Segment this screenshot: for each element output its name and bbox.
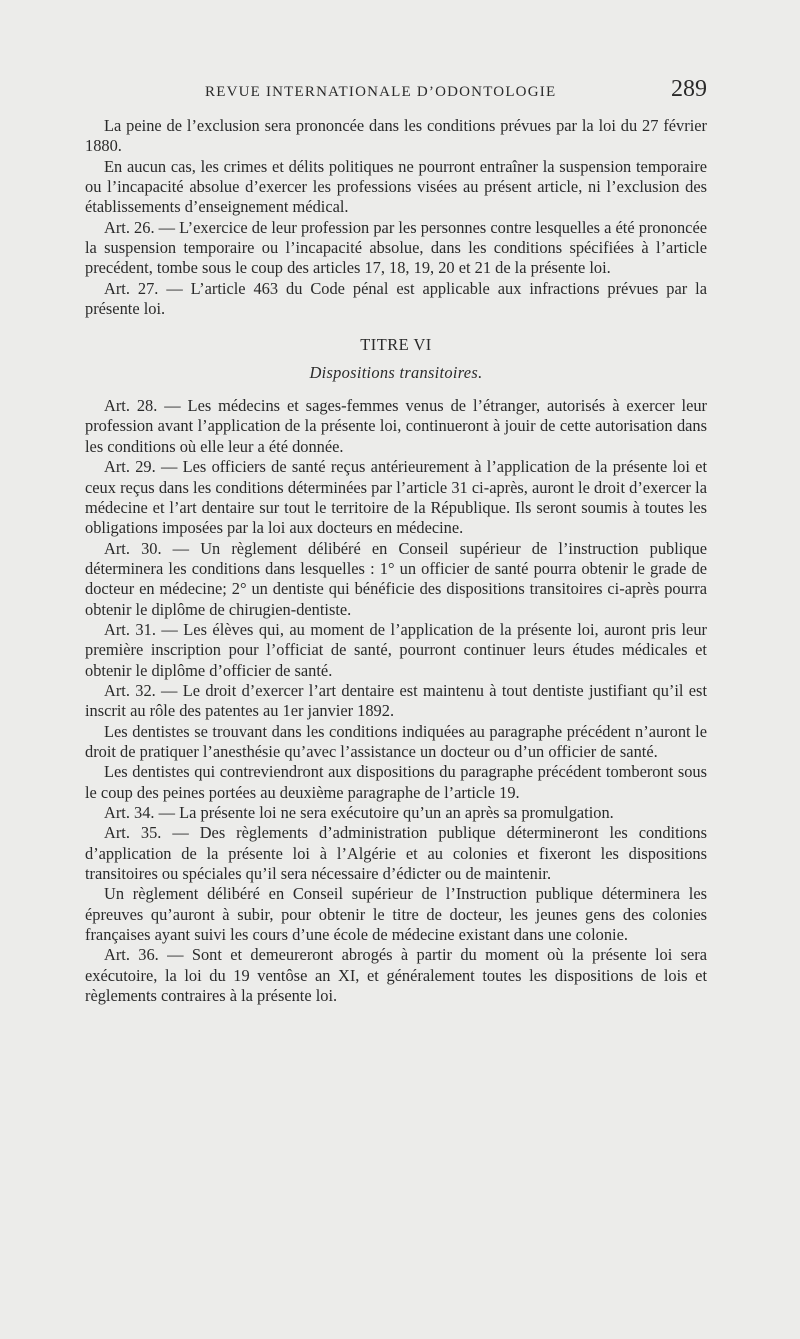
paragraph: Art. 27. — L’article 463 du Code pénal est applicable aux infractions prévues par la présente loi. bbox=[85, 278, 707, 319]
journal-title: REVUE INTERNATIONALE D’ODONTOLOGIE bbox=[205, 84, 557, 100]
paragraph: Art. 30. — Un règlement délibéré en Conseil supérieur de l’instruction publique déterminera les conditions dans lesquelles : 1° un officier de santé pourra obtenir le grade de docteur en médecine; 2° un dentiste qui bénéficie des dispositions transitoires ci-après pourra obtenir le diplôme de chirugien-dentiste. bbox=[85, 538, 707, 619]
section-subtitle: Dispositions transitoires. bbox=[309, 362, 483, 382]
paragraph: Art. 26. — L’exercice de leur profession par les personnes contre lesquelles a été prononcée la suspension temporaire ou l’incapacité absolue, dans les conditions spécifiées à l’article precédent, tombe sous le coup des articles 17, 18, 19, 20 et 21 de la présente loi. bbox=[85, 217, 707, 278]
section-title: TITRE VI bbox=[360, 335, 432, 355]
paragraph: Art. 28. — Les médecins et sages-femmes venus de l’étranger, autorisés à exercer leur profession avant l’application de la présente loi, continueront à jouir de cette autorisation dans les conditions où elle leur a été donnée. bbox=[85, 396, 707, 456]
paragraph: Art. 31. — Les élèves qui, au moment de l’application de la présente loi, auront pris leur première inscription pour l’officiat de santé, pourront continuer leurs études médicales et obtenir le diplôme d’officier de santé. bbox=[85, 619, 707, 680]
paragraph: La peine de l’exclusion sera prononcée dans les conditions prévues par la loi du 27 février 1880. bbox=[85, 116, 707, 156]
paragraph: Art. 29. — Les officiers de santé reçus antérieurement à l’application de la présente loi et ceux reçus dans les conditions déterminées par l’article 31 ci-après, auront le droit d’exercer la médecine et l’art dentaire sur tout le territoire de la République. Ils seront soumis à toutes les obligations imposées par la loi aux docteurs en médecine. bbox=[85, 457, 707, 538]
paragraph: Art. 32. — Le droit d’exercer l’art dentaire est maintenu à tout dentiste justifiant qu’il est inscrit au rôle des patentes au 1er janvier 1892. bbox=[85, 680, 707, 721]
paragraph: Art. 35. — Des règlements d’administration publique détermineront les conditions d’application de la présente loi à l’Algérie et au colonies et fixeront les dispositions transitoires ou spéciales qu’il sera nécessaire d’édicter ou de maintenir. bbox=[85, 823, 707, 884]
paragraph: Les dentistes qui contreviendront aux dispositions du paragraphe précédent tomberont sous le coup des peines portées au deuxième paragraphe de l’article 19. bbox=[85, 762, 707, 802]
paragraph: Un règlement délibéré en Conseil supérieur de l’Instruction publique déterminera les épreuves qu’auront à subir, pour obtenir le titre de docteur, les jeunes gens des colonies françaises ayant suivi les cours d’une école de médecine existant dans une colonie. bbox=[85, 884, 707, 945]
paragraph: Art. 36. — Sont et demeureront abrogés à partir du moment où la présente loi sera exécutoire, la loi du 19 ventôse an XI, et généralement toutes les dispositions de lois et règlements contraires à la présente loi. bbox=[85, 945, 707, 1006]
paragraph: Les dentistes se trouvant dans les conditions indiquées au paragraphe précédent n’auront le droit de pratiquer l’anesthésie qu’avec l’assistance un docteur ou d’un officier de santé. bbox=[85, 721, 707, 761]
page-number: 289 bbox=[671, 76, 707, 102]
running-head bbox=[85, 74, 707, 108]
paragraph: Art. 34. — La présente loi ne sera exécutoire qu’un an après sa promulgation. bbox=[104, 803, 614, 822]
paragraph: En aucun cas, les crimes et délits politiques ne pourront entraîner la suspension temporaire ou l’incapacité absolue d’exercer les professions visées au présent article, ni l’exclusion des établissements d’enseignement médical. bbox=[85, 156, 707, 217]
body-text bbox=[85, 116, 707, 1006]
